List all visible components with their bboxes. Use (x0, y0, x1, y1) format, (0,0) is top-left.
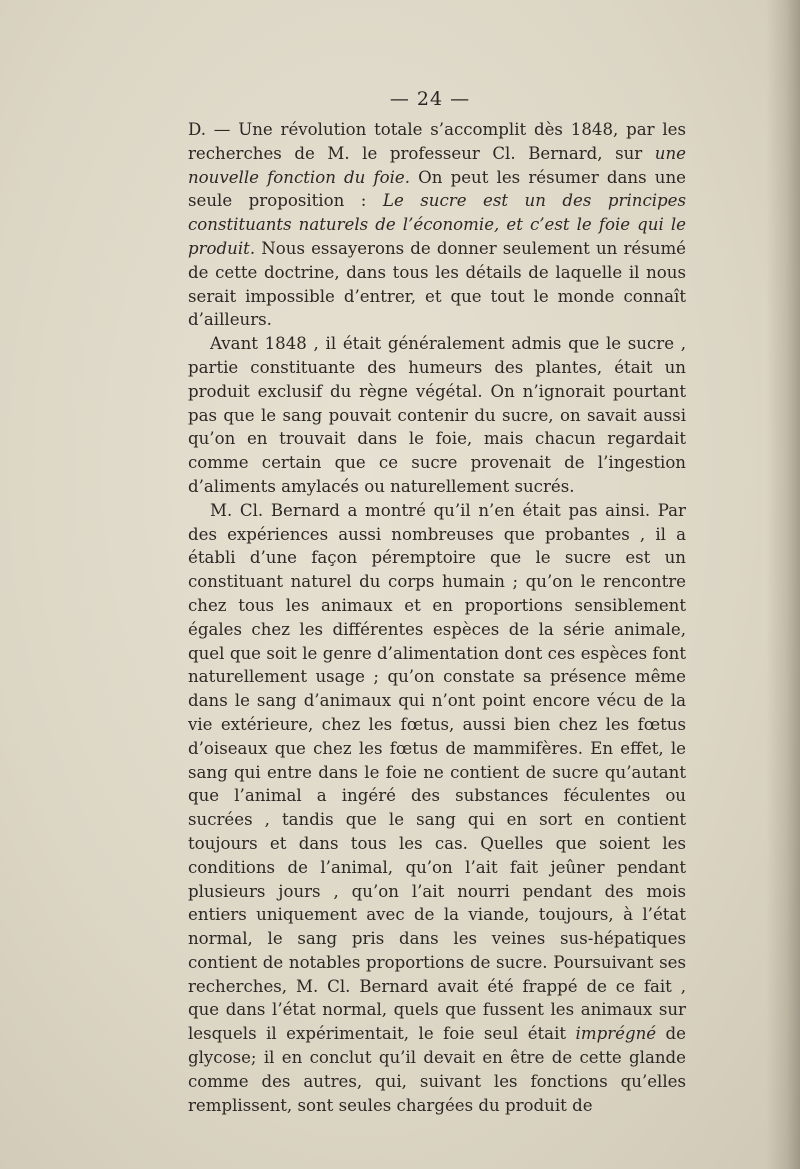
paragraph (188, 332, 686, 499)
body-text (188, 118, 686, 1117)
text-run: Avant 1848 , il était généralement admis que le sucre , partie constituante des humeurs des plantes, était un produit exclusif du règne végétal. On n’ignorait pourtant pas que le sang pouvait contenir du sucre, on savait aussi qu’on en trouvait dans le foie, mais chacun regardait comme certain que ce sucre provenait de l’ingestion d’aliments amylacés ou naturellement sucrés. (188, 334, 686, 496)
page-gutter-shadow (766, 0, 800, 1169)
page-number: — 24 — (389, 88, 471, 110)
text-run: de glycose; il en conclut qu’il devait en être de cette glande comme des autres, qui, suivant les fonctions qu’elles remplissent, sont seules chargées du produit de (188, 1024, 686, 1115)
italic-text: Le sucre est un des principes constituants naturels de l’économie, et c’est le foie qui le produit. (188, 191, 687, 258)
paragraph (188, 118, 686, 332)
text-run: M. Cl. Bernard a montré qu’il n’en était pas ainsi. Par des expériences aussi nombreuses que probantes , il a établi d’une façon péremptoire que le sucre est un constituant naturel du corps humain ; qu’on le rencontre chez tous les animaux et en proportions sensiblement égales chez les différentes espèces de la série animale, quel que soit le genre d’alimentation dont ces espèces font naturellement usage ; qu’on constate sa présence même dans le sang d’animaux qui n’ont point encore vécu de la vie extérieure, chez les fœtus, aussi bien chez les fœtus d’oiseaux que chez les fœtus de mammifères. En effet, le sang qui entre dans le foie ne contient de sucre qu’autant que l’animal a ingéré des substances féculentes ou sucrées , tandis que le sang qui en sort en contient toujours et dans tous les cas. Quelles que soient les conditions de l’animal, qu’on l’ait fait jeûner pendant plusieurs jours , qu’on l’ait nourri pendant des mois entiers uniquement avec de la viande, toujours, à l’état normal, le sang pris dans les veines sus-hépatiques contient de notables proportions de sucre. Poursuivant ses recherches, M. Cl. Bernard avait été frappé de ce fait , que dans l’état normal, quels que fussent les animaux sur lesquels il expérimentait, le foie seul était (188, 500, 686, 1044)
paragraph (188, 499, 686, 1118)
text-run: On peut les résumer dans une seule proposition : (188, 167, 686, 211)
text-run: D. — Une révolution totale s’accomplit dès 1848, par les recherches de M. le professeur Cl. Bernard, sur (188, 120, 686, 163)
text-run: Nous essayerons de donner seulement un résumé de cette doctrine, dans tous les détails de laquelle il nous serait impossible d’entrer, et que tout le monde connaît d’ailleurs. (188, 238, 686, 330)
italic-text: imprégné (575, 1024, 657, 1044)
italic-text: une nouvelle fonction du foie. (188, 143, 686, 187)
